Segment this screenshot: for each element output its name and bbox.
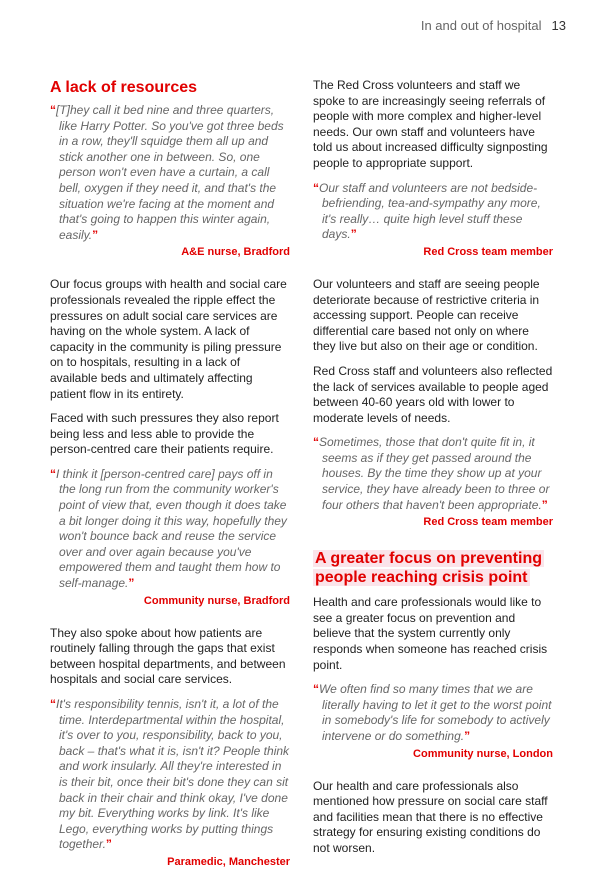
paragraph: Our health and care professionals also mentioned how pressure on social care staff and facilities mean that there is no effective strategy for ensuring existing conditions do not worsen. bbox=[313, 778, 548, 855]
quote-attribution: Red Cross team member bbox=[423, 516, 553, 529]
section-heading-wrap bbox=[313, 549, 553, 587]
section-heading: A greater focus on preventing people reaching crisis point bbox=[315, 550, 542, 587]
paragraph: Our focus groups with health and social care professionals revealed the ripple effect the pressures on adult social care services are having on the whole system. A lack of capacity in the community is piling pressure on to hospitals, resulting in a lack of available beds and ultimately affecting patient flow in its entirety. bbox=[50, 277, 287, 401]
quote: “Sometimes, those that don't quite fit in, it seems as if they get passed around the houses. By the time they show up at your service, they have already been to three or four others that haven't been appropriate.” bbox=[313, 435, 550, 512]
page-number: 13 bbox=[551, 18, 566, 33]
paragraph: Faced with such pressures they also report being less and less able to provide the person-centred care their patients require. bbox=[50, 411, 279, 457]
paragraph: The Red Cross volunteers and staff we spoke to are increasingly seeing referrals of people with more complex and higher-level needs. Our own staff and volunteers have told us about increased difficulty signposting people to appropriate support. bbox=[313, 78, 548, 170]
quote-attribution: Red Cross team member bbox=[423, 245, 553, 258]
page-header bbox=[421, 18, 566, 33]
paragraph: Health and care professionals would like to see a greater focus on prevention and believe that the system currently only responds when someone has reached crisis point. bbox=[313, 595, 548, 672]
quote-attribution: Community nurse, Bradford bbox=[143, 594, 290, 607]
paragraph: They also spoke about how patients are routinely falling through the gaps that exist between hospital departments, and between hospitals and social care services. bbox=[50, 625, 286, 687]
paragraph: Red Cross staff and volunteers also reflected the lack of services available to people aged between 40-60 years old with lower to moderate levels of needs. bbox=[313, 363, 553, 425]
quote: “Our staff and volunteers are not bedside-befriending, tea-and-sympathy any more, it's really… quite high level stuff these days.” bbox=[313, 180, 541, 242]
quote: “We often find so many times that we are literally having to let it get to the worst point in somebody's life for somebody to actively intervene or do something.” bbox=[313, 682, 552, 743]
right-column bbox=[313, 78, 553, 866]
quote: “It's responsibility tennis, isn't it, a lot of the time. Interdepartmental within the hospital, it's over to you, responsibility, back to you, back – that's what it is, isn't it? People think and work insularly. All they're interested in is their bit, once their bit's done they can sit back in their chair and think okay, I've done my bit. Everything works by link. It's like Lego, everything works by putting things together.” bbox=[50, 697, 290, 852]
left-column bbox=[50, 78, 290, 887]
quote-attribution: A&E nurse, Bradford bbox=[181, 246, 290, 259]
section-heading: A lack of resources bbox=[50, 79, 198, 96]
quote-attribution: Paramedic, Manchester bbox=[167, 855, 290, 868]
quote: “I think it [person-centred care] pays off in the long run from the community worker's point of view that, even though it does take a bit longer doing it this way, hopefully they won't bounce back and reuse the service over and over again because you've empowered them and taught them how to self-manage.” bbox=[50, 466, 287, 591]
section-title: In and out of hospital bbox=[420, 18, 542, 33]
paragraph: Our volunteers and staff are seeing people deteriorate because of restrictive criteria in accessing support. People can receive differential care based not only on where they live but also on their age or condition. bbox=[313, 276, 540, 354]
quote-attribution: Community nurse, London bbox=[413, 747, 553, 760]
quote: “[T]hey call it bed nine and three quarters, like Harry Potter. So you've got three beds in a row, they'll squidge them all up and stick another one in between. So, one person won't even have a curtain, a call bell, oxygen if they need it, and that's the situation we're facing at the moment and that's going to happen this winter again, easily.” bbox=[50, 103, 284, 242]
